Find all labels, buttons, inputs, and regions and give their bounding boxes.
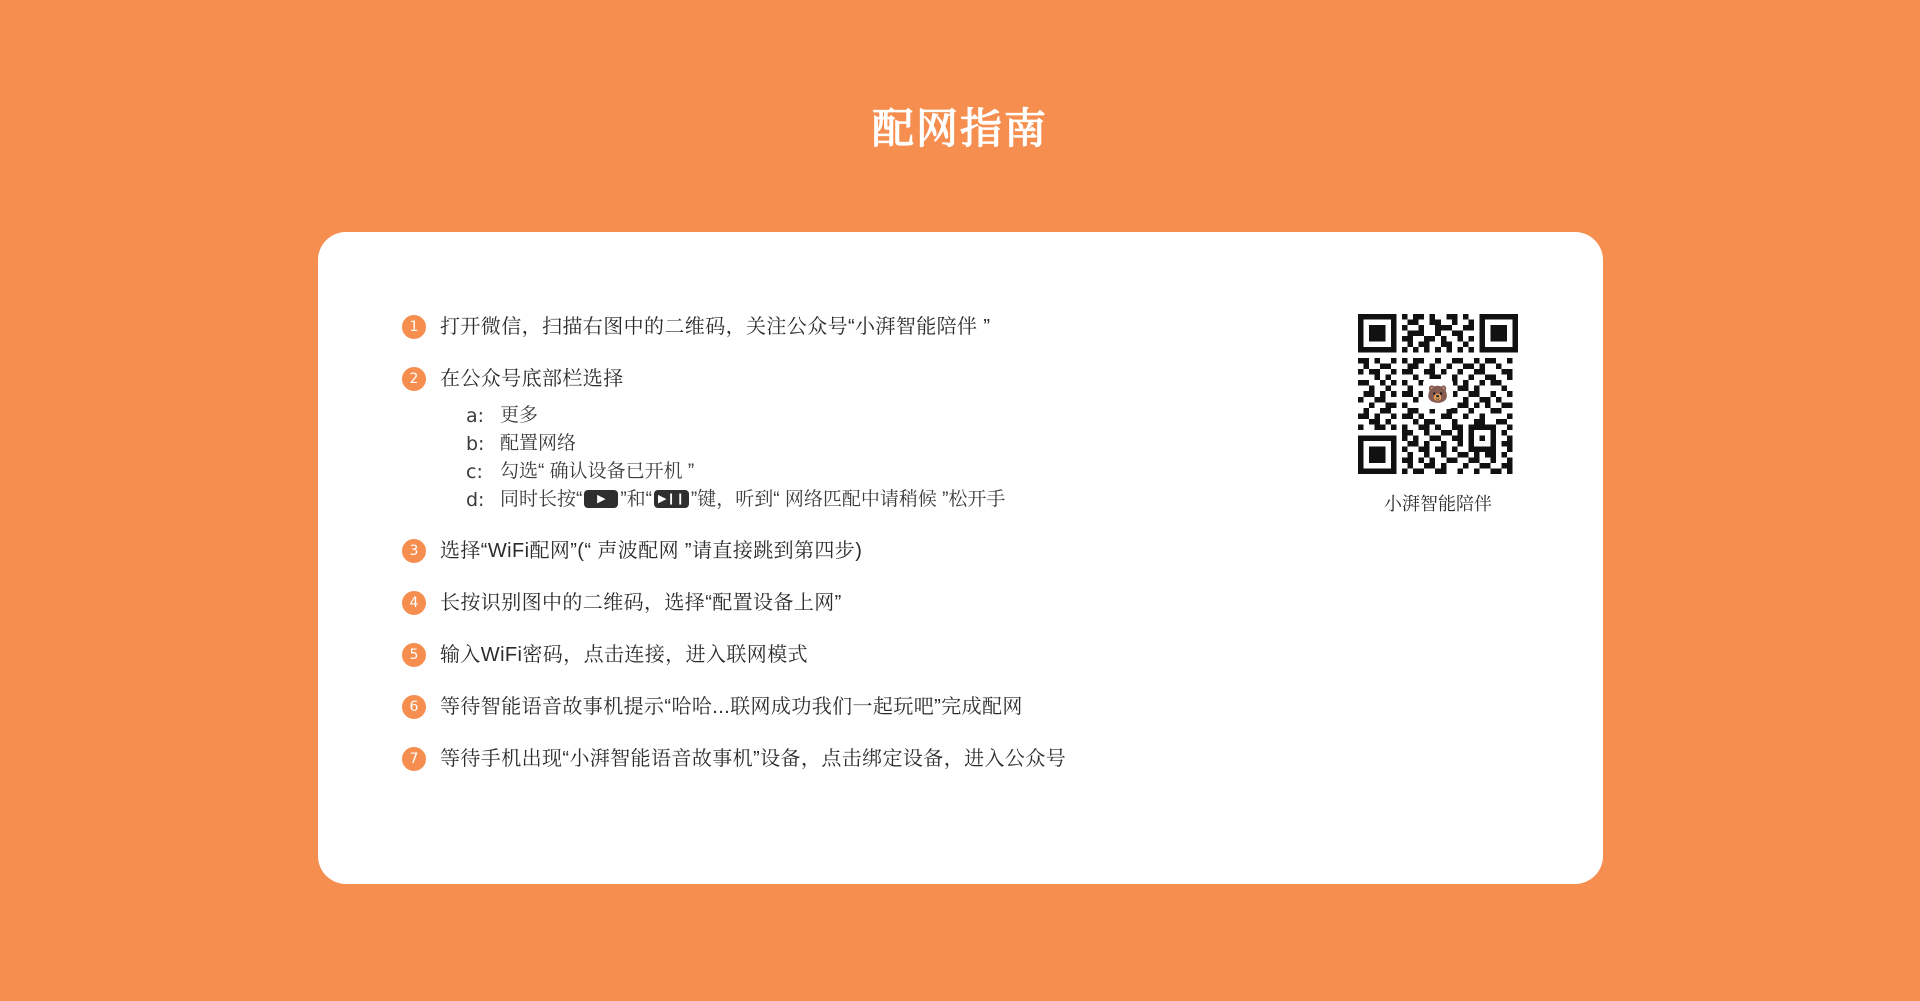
list-item <box>402 588 1222 618</box>
list-item <box>402 312 1222 342</box>
step-text: 在公众号底部栏选择 <box>440 368 624 390</box>
list-item <box>402 744 1222 774</box>
step-text: 等待智能语音故事机提示“哈哈...联网成功我们一起玩吧”完成配网 <box>440 696 1023 718</box>
list-item <box>402 640 1222 670</box>
sub-item-text: 配置网络 <box>500 433 577 454</box>
step-body <box>440 692 1222 722</box>
step-text: 长按识别图中的二维码，选择“配置设备上网” <box>440 592 842 614</box>
sub-item-text-after: ”键，听到“ 网络匹配中请稍候 ”松开手 <box>690 489 1006 510</box>
step-text: 打开微信，扫描右图中的二维码，关注公众号“小湃智能陪伴 ” <box>440 316 991 338</box>
bear-logo-icon: 🐻 <box>1423 379 1453 409</box>
list-item <box>402 364 1222 514</box>
sub-item-text-mid: ”和“ <box>620 489 652 510</box>
sub-list-item <box>466 430 1222 458</box>
step-body <box>440 364 1222 514</box>
step-text: 选择“WiFi配网”(“ 声波配网 ”请直接跳到第四步) <box>440 540 863 562</box>
play-forward-icon: ▶ <box>584 490 618 508</box>
step-number-badge: 2 <box>402 367 426 391</box>
sub-item-key: d: <box>466 489 485 511</box>
step-number-badge: 6 <box>402 695 426 719</box>
step-number-badge: 4 <box>402 591 426 615</box>
step-number-badge: 1 <box>402 315 426 339</box>
sub-item-key: a: <box>466 405 485 427</box>
sub-list-item <box>466 458 1222 486</box>
sub-list-item <box>466 486 1222 514</box>
step-number-badge: 5 <box>402 643 426 667</box>
list-item <box>402 536 1222 566</box>
step-sub-list <box>466 402 1222 514</box>
qr-caption: 小湃智能陪伴 <box>1384 494 1492 514</box>
play-pause-icon: ▶❙❙ <box>654 490 689 508</box>
step-text: 等待手机出现“小湃智能语音故事机”设备，点击绑定设备，进入公众号 <box>440 748 1067 770</box>
steps-list <box>402 312 1222 774</box>
qr-code[interactable] <box>1358 314 1518 474</box>
step-body <box>440 744 1222 774</box>
sub-item-text-before: 同时长按“ <box>500 489 583 510</box>
list-item <box>402 692 1222 722</box>
step-text: 输入WiFi密码，点击连接，进入联网模式 <box>440 644 808 666</box>
sub-item-key: b: <box>466 433 485 455</box>
step-body <box>440 640 1222 670</box>
sub-item-text: 更多 <box>500 405 539 426</box>
step-body <box>440 588 1222 618</box>
sub-item-text: 勾选“ 确认设备已开机 ” <box>500 461 695 482</box>
sub-list-item <box>466 402 1222 430</box>
page-title: 配网指南 <box>871 105 1048 152</box>
step-body <box>440 312 1222 342</box>
instruction-card <box>318 232 1603 884</box>
step-number-badge: 7 <box>402 747 426 771</box>
step-number-badge: 3 <box>402 539 426 563</box>
qr-block <box>1343 314 1533 516</box>
sub-item-key: c: <box>466 461 483 483</box>
step-body <box>440 536 1222 566</box>
